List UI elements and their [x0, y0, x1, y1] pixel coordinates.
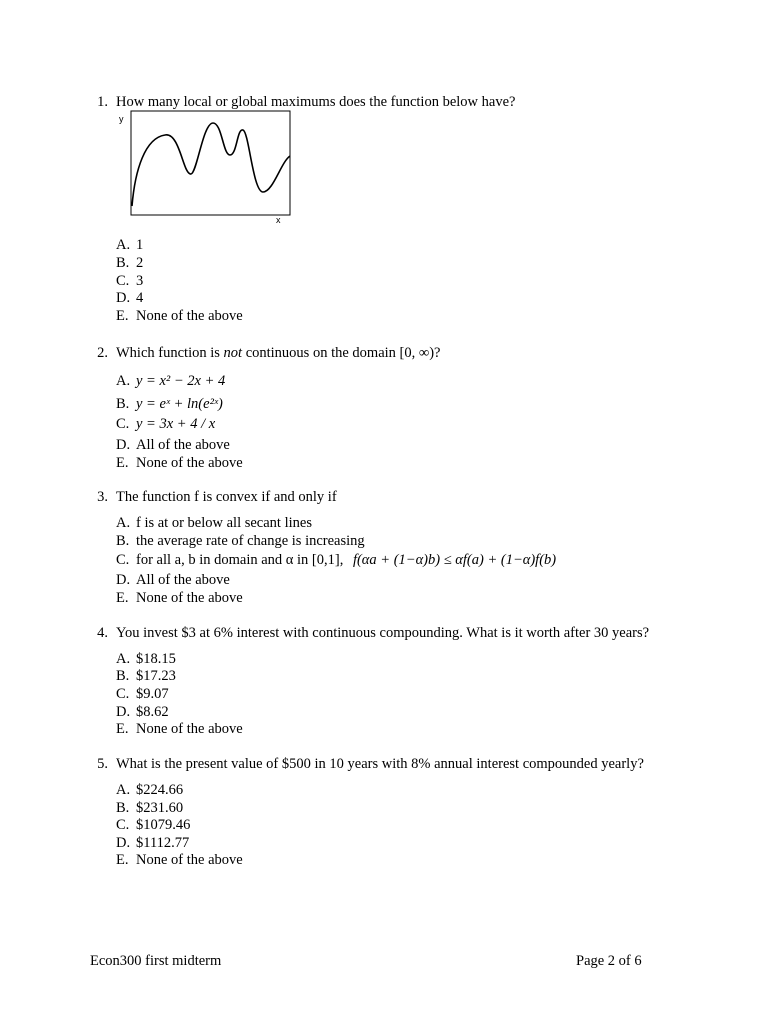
- question-1-number: 1.: [97, 94, 108, 110]
- q5-option-d[interactable]: [116, 835, 189, 852]
- option-letter: D.: [116, 704, 131, 720]
- option-text: None of the above: [136, 852, 243, 868]
- question-4-text: You invest $3 at 6% interest with continuous compounding. What is it worth after 30 years?: [116, 625, 650, 641]
- option-formula: y = x² − 2x + 4: [136, 373, 226, 389]
- q4-option-b[interactable]: [116, 668, 176, 685]
- q2-option-e[interactable]: [116, 455, 243, 472]
- option-letter: D.: [116, 835, 131, 851]
- option-text: 2: [136, 255, 144, 271]
- q3-option-a[interactable]: [116, 515, 312, 532]
- convexity-formula: f(αa + (1−α)b) ≤ αf(a) + (1−α)f(b): [352, 552, 557, 568]
- option-text: the average rate of change is increasing: [136, 533, 365, 549]
- option-letter: B.: [116, 668, 130, 684]
- q3-option-e[interactable]: [116, 590, 243, 607]
- option-text: 1: [136, 237, 144, 253]
- q1-option-b[interactable]: [116, 255, 143, 272]
- q2-option-b[interactable]: [116, 396, 223, 413]
- option-letter: E.: [116, 852, 129, 868]
- option-text: All of the above: [136, 437, 230, 453]
- q4-option-d[interactable]: [116, 704, 169, 721]
- q5-option-c[interactable]: [116, 817, 190, 834]
- option-letter: D.: [116, 572, 131, 588]
- q2-option-d[interactable]: [116, 437, 230, 454]
- q3-option-b[interactable]: [116, 533, 365, 550]
- q5-option-e[interactable]: [116, 852, 243, 869]
- option-letter: E.: [116, 308, 129, 324]
- q4-option-a[interactable]: [116, 651, 176, 668]
- option-letter: C.: [116, 416, 130, 432]
- footer-course-title: Econ300 first midterm: [90, 953, 222, 969]
- option-letter: A.: [116, 515, 131, 531]
- q1-option-d[interactable]: [116, 290, 143, 307]
- option-letter: B.: [116, 255, 130, 271]
- q5-option-b[interactable]: [116, 800, 183, 817]
- option-letter: B.: [116, 396, 130, 412]
- q4-option-e[interactable]: [116, 721, 243, 738]
- option-letter: B.: [116, 533, 130, 549]
- option-letter: D.: [116, 437, 131, 453]
- question-2-text-after: continuous on the domain [0, ∞)?: [242, 345, 441, 361]
- q1-option-c[interactable]: [116, 273, 143, 290]
- graph-frame: [131, 111, 290, 215]
- question-1-text: How many local or global maximums does the function below have?: [116, 94, 516, 110]
- option-letter: E.: [116, 590, 129, 606]
- option-text: $231.60: [136, 800, 184, 816]
- q2-option-c[interactable]: [116, 416, 215, 433]
- q5-option-a[interactable]: [116, 782, 183, 799]
- q3-option-c[interactable]: [116, 552, 556, 569]
- option-letter: E.: [116, 455, 129, 471]
- option-text: f is at or below all secant lines: [136, 515, 312, 531]
- question-2-text: [116, 345, 440, 362]
- question-2-number: 2.: [97, 345, 108, 361]
- option-text: $1112.77: [136, 835, 190, 851]
- q2-option-a[interactable]: [116, 373, 225, 390]
- option-text: $1079.46: [136, 817, 191, 833]
- function-graph: [125, 110, 295, 220]
- option-letter: C.: [116, 686, 130, 702]
- option-text: $8.62: [136, 704, 169, 720]
- option-formula: y = 3x + 4 / x: [136, 416, 216, 432]
- option-text: $224.66: [136, 782, 184, 798]
- option-text: All of the above: [136, 572, 230, 588]
- option-text: $9.07: [136, 686, 169, 702]
- option-text: $18.15: [136, 651, 176, 667]
- question-2-text-before: Which function is: [116, 345, 224, 361]
- question-4-number: 4.: [97, 625, 108, 641]
- option-letter: D.: [116, 290, 131, 306]
- option-letter: E.: [116, 721, 129, 737]
- option-letter: A.: [116, 651, 131, 667]
- option-letter: C.: [116, 552, 130, 568]
- graph-x-label: x: [276, 215, 281, 225]
- graph-y-label: y: [119, 114, 124, 124]
- option-formula: y = eˣ + ln(e²ˣ): [136, 396, 223, 412]
- option-text: None of the above: [136, 721, 243, 737]
- option-letter: A.: [116, 782, 131, 798]
- option-letter: A.: [116, 373, 131, 389]
- question-2-text-emph: not: [223, 345, 243, 361]
- option-text: 3: [136, 273, 144, 289]
- option-text: None of the above: [136, 590, 243, 606]
- option-text: 4: [136, 290, 144, 306]
- question-3-number: 3.: [97, 489, 108, 505]
- q1-option-e[interactable]: [116, 308, 243, 325]
- option-text: for all a, b in domain and α in [0,1],: [136, 552, 344, 568]
- option-letter: C.: [116, 817, 130, 833]
- q1-option-a[interactable]: [116, 237, 143, 254]
- option-letter: B.: [116, 800, 130, 816]
- option-text: None of the above: [136, 308, 243, 324]
- question-3-text: The function f is convex if and only if: [116, 489, 337, 505]
- q3-option-d[interactable]: [116, 572, 230, 589]
- footer-page-number: Page 2 of 6: [576, 953, 642, 969]
- option-text: None of the above: [136, 455, 243, 471]
- option-letter: A.: [116, 237, 131, 253]
- option-text: $17.23: [136, 668, 176, 684]
- question-5-text: What is the present value of $500 in 10 years with 8% annual interest compounded yearly?: [116, 756, 644, 772]
- question-5-number: 5.: [97, 756, 108, 772]
- option-letter: C.: [116, 273, 130, 289]
- function-curve: [132, 123, 290, 206]
- q4-option-c[interactable]: [116, 686, 169, 703]
